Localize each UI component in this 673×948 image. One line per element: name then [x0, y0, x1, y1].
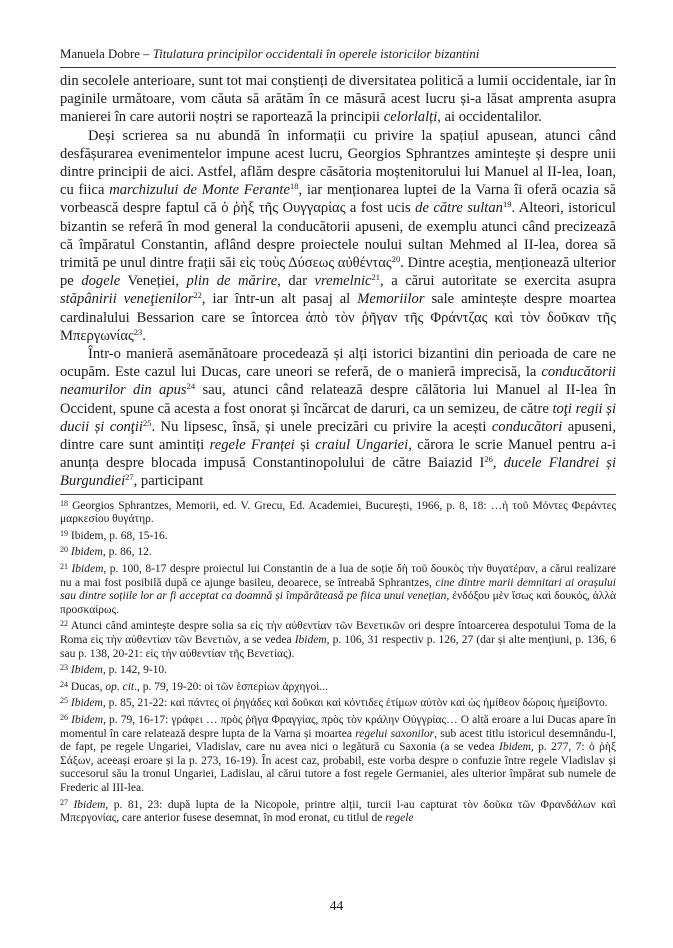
- text-run: sau, atunci când relatează despre călătoria lui Manuel al II-lea în Occident, spune că acesta a fost onorat și încărcat de daruri, ca un semizeu, de către: [60, 382, 617, 417]
- italic-text: Ibidem: [70, 664, 103, 677]
- footnote-number: 25: [60, 696, 68, 706]
- italic-text: Ibidem: [70, 697, 103, 710]
- page-number: 44: [329, 898, 344, 913]
- footnote-number: 23: [60, 663, 68, 673]
- footnote-number: 20: [60, 545, 68, 555]
- text-run: . Nu lipsesc, însă, și unele precizări cu privire la acești: [151, 418, 492, 435]
- text-run: Deși scrierea sa nu abundă în informații cu privire la spațiul apusean, atunci când desfășurarea evenimentelor impune acest lucru, Georgios Sphrantzes amintește și despre unii dintre principii de aici. Astfel, aflăm despre căsătoria moștenitorului lui Manuel al II-lea, Ioan, cu fiica: [60, 127, 616, 199]
- text-run: , ἐνδόξου μὲν ἴσως καὶ δουκός, ἀλλὰ προσκαίρως.: [60, 590, 616, 616]
- italic-text: de către sultan: [415, 200, 503, 217]
- footnote: [60, 527, 616, 544]
- text-run: , dar: [277, 273, 315, 290]
- footnote-separator: [60, 494, 616, 495]
- italic-text: dogele: [81, 273, 121, 290]
- text-run: .: [142, 327, 146, 344]
- italic-text: Ibidem: [70, 546, 103, 559]
- italic-text: conducătorii neamurilor din apus: [60, 364, 616, 399]
- italic-text: Ibidem: [294, 634, 327, 647]
- text-run: Ibidem, p. 68, 15-16.: [70, 529, 168, 542]
- text-run: , p. 106, 31 respectiv p. 126, 27 (dar și alte menţiuni, p. 136, 6 sau p. 138, 20-21: εἰς τὴν αὐθεντίαν τῆς Βενετίας).: [60, 634, 616, 660]
- text-run: Georgios Sphrantzes, Memorii, ed. V. Grecu, Ed. Academiei, București, 1966, p. 8, 18: …ἡ τοῦ Μόντες Φεράντες μαρκεσίου θυγάτηρ.: [60, 499, 616, 526]
- text-run: , a cărui autoritate se exercita asupra: [380, 273, 616, 290]
- italic-text: Ibidem: [73, 798, 106, 811]
- footnotes: [60, 497, 616, 826]
- text-run: din secolele anterioare, sunt tot mai conștienți de diversitatea politică a lumii occidentale, iar în paginile următoare, vom căuta să arătăm în ce măsură acest lucru și-a lăsat amprenta asupra manierei în care autorii noștri se raportează la principii: [60, 73, 616, 126]
- footnote-ref: 18: [289, 181, 299, 192]
- footnote-ref: 19: [502, 199, 512, 210]
- italic-text: marchizului de Monte Ferante: [109, 182, 290, 199]
- footnote: [60, 711, 616, 796]
- footnote-ref: 23: [133, 326, 143, 337]
- text-run: sale amintește despre moartea cardinalului Bessarion care se întorcea ἀπὸ τὸν ῥῆγαν τῆς Φράντζας καὶ τὸν δοῦκαν τῆς Μπεργωνίας: [60, 291, 616, 344]
- footnote-number: 18: [60, 498, 68, 508]
- italic-text: Ibidem: [71, 713, 104, 726]
- italic-text: vremelnic: [314, 273, 372, 290]
- italic-text: Ibidem: [498, 741, 531, 754]
- italic-text: cine dintre marii demnitari ai orașului sau dintre soțiile lor ar fi acceptat ca doamnă și împărăteasă pe fiica unui venețian: [60, 576, 617, 603]
- italic-text: op. cit: [105, 680, 135, 693]
- footnote: [60, 617, 616, 661]
- text-run: . Alteori, istoricul bizantin se referă în mod general la conducătorii apuseni, de exemplu atunci când precizează că împăratul Constantin, aflând despre proiectele noului sultan Mehmed al II-lea, dorea să trimită pe unul dintre frații săi εἰς τοὺς Δύσεως αὐθέντας: [60, 200, 616, 272]
- paragraph: [60, 127, 616, 345]
- italic-text: regele: [385, 812, 414, 825]
- footnote-ref: 26: [484, 454, 493, 465]
- footnote-number: 24: [60, 679, 68, 689]
- italic-text: Memoriilor: [357, 291, 425, 308]
- footnote: [60, 661, 616, 678]
- italic-text: conducători: [491, 418, 563, 435]
- text-run: Într-o manieră asemănătoare procedează și alți istorici bizantini din perioada de care ne ocupăm. Este cazul lui Ducas, care uneori se referă, de o manieră imprecisă, la: [60, 346, 616, 381]
- italic-text: regele Franței: [209, 437, 295, 454]
- text-run: , p. 277, 7: ὁ ῥὴξ Σάξων, aceeași eroare și la p. 273, 16-19). În acest caz, probabil, este vorba despre o confuzie între regele Vladislav și succesorul său la tronul Ungariei, Ladislau, al cărui tutore a fost regele Germaniei, ales ulterior împărat sub numele de Frederic al III-lea.: [60, 741, 616, 794]
- footnote: [60, 796, 616, 826]
- footnote-number: 21: [60, 562, 68, 572]
- footnote-number: 26: [60, 712, 68, 722]
- text-run: , participant: [133, 473, 204, 490]
- footnote-ref: 25: [142, 417, 152, 428]
- text-run: Atunci când amintește despre solia sa εἰς τὴν αὐθεντίαν τῶν Βενετικῶν ori despre întoarcerea despotului Toma de la Roma εἰς τὴν αὐθεντίαν τῶν Βενετιῶν, a se vedea: [60, 620, 616, 647]
- italic-text: toţi regii și ducii și conţii: [60, 400, 617, 435]
- italic-text: Ibidem: [71, 563, 104, 576]
- header-rule: [60, 67, 616, 68]
- main-text: [60, 72, 616, 491]
- italic-text: regelui saxonilor: [355, 727, 435, 740]
- footnote: [60, 678, 616, 695]
- footnote: [60, 543, 616, 560]
- footnote-ref: 20: [391, 254, 401, 265]
- italic-text: ducele Flandrei și Burgundiei: [60, 455, 617, 490]
- footnote: [60, 694, 616, 711]
- text-run: și: [294, 437, 316, 454]
- text-run: , iar menționarea luptei de la Varna îi oferă ocazia să vorbească despre faptul că ὁ ῥὴξ τῆς Ουγγαρίας a fost ucis: [60, 182, 616, 217]
- italic-text: plin de mărire: [186, 273, 278, 290]
- running-header: [60, 46, 616, 64]
- text-run: , p. 79, 16-17: γράφει … πρὸς ῥῆγα Φραγγίας, πρὸς τὸν κράλην Οὐγγρίας… O altă eroare a lui Ducas apare în momentul în care relatează despre lupta de la Varna și moartea: [60, 713, 616, 740]
- footnote-number: 22: [60, 619, 68, 629]
- footnote: [60, 560, 616, 617]
- header-author: Manuela Dobre –: [60, 47, 153, 61]
- text-run: ., p. 79, 19-20: οἱ τῶν ἑσπερίων ἀρχηγοὶ...: [134, 680, 328, 693]
- text-run: apuseni, dintre care sunt amintiți: [60, 418, 616, 454]
- text-run: , sub acest titlu istoricul desemnându-l, de fapt, pe regele Ungariei, Vladislav, care nu avea nici o legătură cu Saxonia (a se vedea: [60, 727, 617, 754]
- footnote-ref: 22: [193, 290, 202, 301]
- page: [60, 40, 616, 826]
- text-run: Veneției,: [120, 273, 187, 290]
- header-title: Titulatura principilor occidentali în operele istoricilor bizantini: [152, 47, 480, 61]
- paragraph: [60, 72, 616, 127]
- footnote: [60, 497, 616, 527]
- text-run: , ai occidentalilor.: [437, 109, 542, 126]
- text-run: , iar într-un alt pasaj al: [201, 291, 358, 308]
- text-run: , p. 86, 12.: [102, 546, 152, 559]
- footnote-ref: 24: [186, 381, 196, 392]
- italic-text: craiul Ungariei: [315, 437, 409, 454]
- footnote-number: 27: [60, 797, 68, 807]
- text-run: . Dintre aceștia, menționează ulterior pe: [60, 255, 616, 290]
- text-run: Ducas,: [70, 680, 106, 693]
- footnote-ref: 27: [125, 472, 134, 483]
- text-run: , p. 85, 21-22: καὶ πάντες οἱ ῥηγάδες καὶ δοῦκαι καὶ κόντιδες ἐτίμων αὐτὸν καὶ ὡς ἡμίθεον δώροις ἠμείβοντο.: [102, 697, 608, 710]
- text-run: , p. 100, 8-17 despre proiectul lui Constantin de a lua de soție δὴ τοῦ δουκὸς τὴν θυγατέραν, a cărui realizare nu a mai fost posibilă după ce ajunge basileu, deoarece, se întreabă Sphrantzes,: [60, 563, 617, 589]
- text-run: , p. 81, 23: după lupta de la Nicopole, printre alții, turcii l-au capturat τὸν δοῦκα τῶν Φρανδάλων καὶ Μπεργονίας, care anterior fusese desemnat, în mod eronat, cu titlul de: [60, 798, 616, 825]
- italic-text: stăpânirii veneţienilor: [60, 291, 194, 308]
- italic-text: celorlalți: [383, 109, 438, 126]
- paragraph: [60, 345, 616, 491]
- text-run: , cărora le scrie Manuel pentru a-i anunța despre blocada impusă Constantinopolului de către Baiazid I: [60, 437, 617, 472]
- footnote-ref: 21: [371, 272, 381, 283]
- text-run: , p. 142, 9-10.: [102, 664, 168, 677]
- footnote-number: 19: [60, 528, 68, 538]
- text-run: ,: [492, 455, 504, 472]
